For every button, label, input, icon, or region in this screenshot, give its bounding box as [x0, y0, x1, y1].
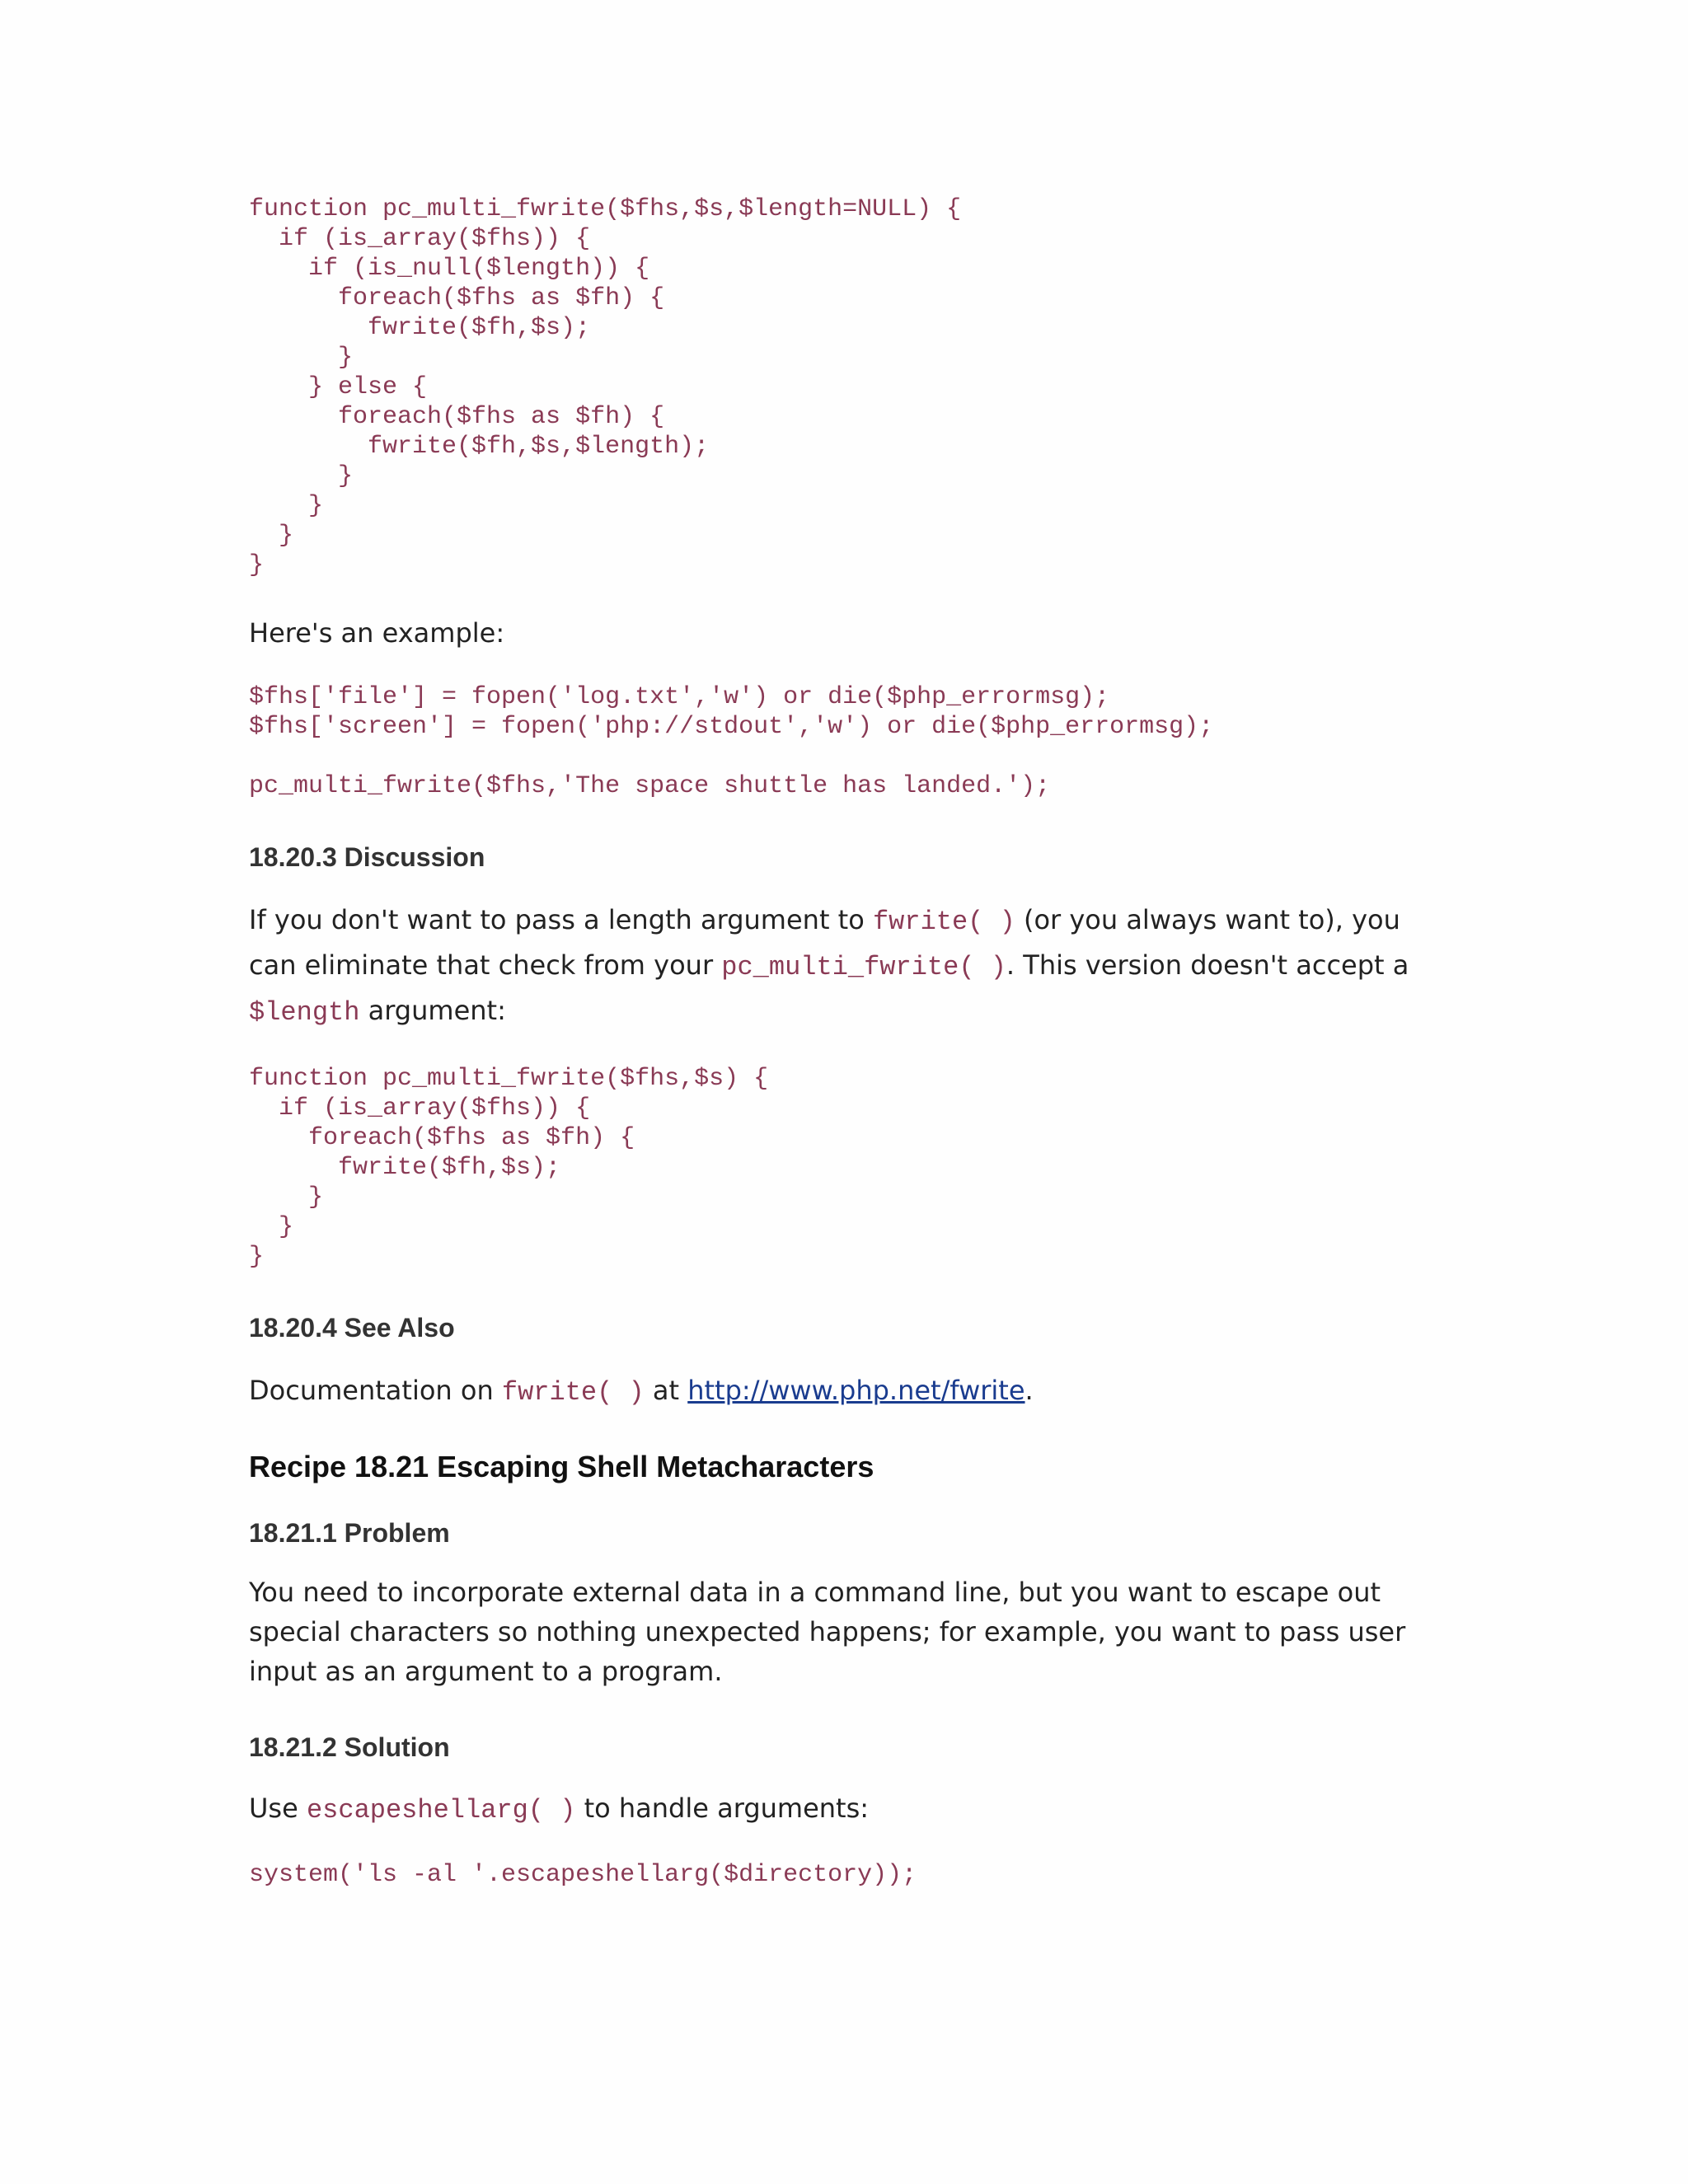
see-also-fwrite-inline-code: fwrite( )	[501, 1377, 645, 1408]
problem-paragraph: You need to incorporate external data in a command line, but you want to escape out special characters so nothing unexpected happens; for example, you want to pass user input as an argument to a program.	[249, 1577, 1406, 1687]
see-also-text-1: Documentation on	[249, 1375, 502, 1406]
document-page	[249, 194, 1452, 1890]
discussion-paragraph	[249, 898, 1452, 1034]
php-fwrite-link[interactable]: http://www.php.net/fwrite	[687, 1375, 1025, 1406]
discussion-text-3: . This version doesn't accept a	[1006, 949, 1409, 981]
solution-paragraph	[249, 1787, 1452, 1832]
discussion-text-1: If you don't want to pass a length argument to	[249, 904, 873, 935]
fwrite-inline-code: fwrite( )	[872, 907, 1015, 937]
see-also-paragraph	[249, 1369, 1452, 1414]
recipe-title: Recipe 18.21 Escaping Shell Metacharacters	[249, 1450, 874, 1483]
problem-heading: 18.21.1 Problem	[249, 1518, 450, 1548]
example-intro: Here's an example:	[249, 617, 505, 649]
code-block-example: $fhs['file'] = fopen('log.txt','w') or die($php_errormsg); $fhs['screen'] = fopen('php://stdout','w') or die($php_errormsg); pc_multi_fwrite($fhs,'The space shuttle has landed.');	[249, 683, 1214, 800]
solution-heading: 18.21.2 Solution	[249, 1732, 450, 1762]
code-block-multi-fwrite-length: function pc_multi_fwrite($fhs,$s,$length=NULL) { if (is_array($fhs)) { if (is_null($length)) { foreach($fhs as $fh) { fwrite($fh,$s); } } else { foreach($fhs as $fh) { fwrite($fh,$s,$length); } } } }	[249, 195, 962, 579]
length-inline-code: $length	[249, 997, 360, 1028]
discussion-heading: 18.20.3 Discussion	[249, 842, 485, 872]
see-also-heading: 18.20.4 See Also	[249, 1313, 455, 1343]
escapeshellarg-inline-code: escapeshellarg( )	[306, 1795, 576, 1825]
solution-text-2: to handle arguments:	[575, 1793, 870, 1824]
see-also-text-2: at	[644, 1375, 688, 1406]
code-block-system-call: system('ls -al '.escapeshellarg($directory));	[249, 1861, 917, 1889]
solution-text-1: Use	[249, 1793, 307, 1824]
pc-multi-fwrite-inline-code: pc_multi_fwrite( )	[721, 952, 1006, 982]
code-block-multi-fwrite-simple: function pc_multi_fwrite($fhs,$s) { if (is_array($fhs)) { foreach($fhs as $fh) { fwrite($fh,$s); } } }	[249, 1065, 769, 1271]
discussion-text-4: argument:	[359, 995, 506, 1026]
see-also-text-3: .	[1025, 1375, 1034, 1406]
discussion-text-2: (or you always want to), you can eliminate that check from your	[249, 904, 1400, 981]
